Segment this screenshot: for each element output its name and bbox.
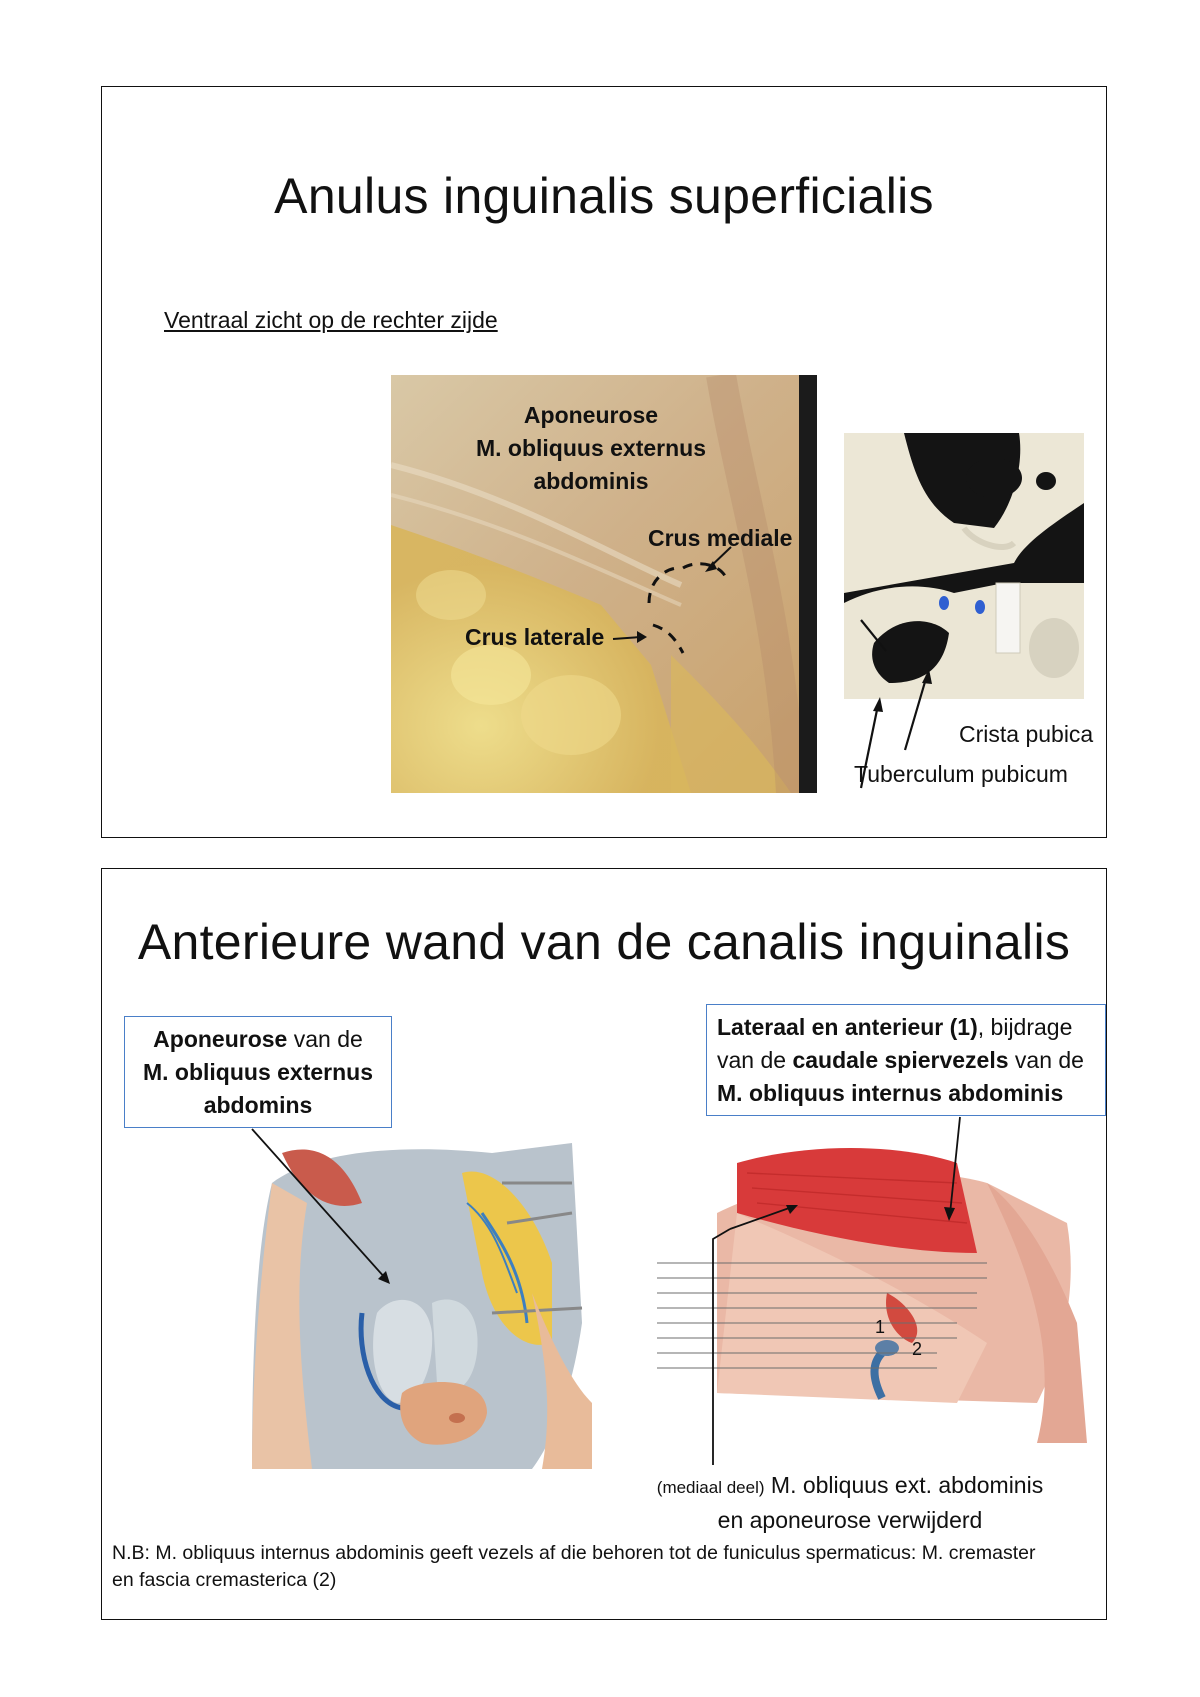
- aponeurose-label-line2: M. obliquus externus: [475, 435, 707, 461]
- figure-number-1: 1: [875, 1317, 886, 1337]
- internus-callout-post2: van de: [1008, 1047, 1084, 1073]
- aponeurose-callout-bold: Aponeurose: [153, 1026, 288, 1052]
- nb-note: [112, 1540, 1035, 1594]
- aponeurose-callout-rest: van de: [287, 1026, 363, 1052]
- internus-callout-rest1: , bijdrage: [977, 1014, 1073, 1040]
- slide-anulus-inguinalis: [101, 86, 1107, 838]
- slide-anterieure-wand: [101, 868, 1107, 1620]
- nb-note-line1: N.B: M. obliquus internus abdominis geeft vezels af die behoren tot de funiculus spermaticus: M. cremaster: [112, 1542, 1036, 1564]
- aponeurose-label: [391, 399, 791, 498]
- internus-callout-pre2: van de: [717, 1047, 793, 1073]
- nb-note-line2: en fascia cremasterica (2): [112, 1569, 337, 1591]
- aponeurose-callout-line3: abdomins: [203, 1092, 313, 1118]
- figure-caption-main: M. obliquus ext. abdominis: [764, 1472, 1044, 1498]
- figure-caption: [630, 1469, 1070, 1537]
- figure-number-2: 2: [912, 1339, 923, 1359]
- aponeurose-label-line3: abdominis: [533, 468, 649, 494]
- slide1-subtitle: Ventraal zicht op de rechter zijde: [164, 307, 498, 333]
- crista-pubica-label: Crista pubica: [959, 721, 1094, 747]
- figure-caption-line1: [630, 1469, 1070, 1504]
- crus-mediale-label: Crus mediale: [648, 525, 793, 551]
- dissection-photo: [391, 375, 817, 793]
- internus-callout-line3: M. obliquus internus abdominis: [717, 1080, 1064, 1106]
- figure-caption-small: (mediaal deel): [656, 1478, 765, 1497]
- slide1-title: Anulus inguinalis superficialis: [274, 168, 934, 224]
- aponeurose-callout-line2: M. obliquus externus: [142, 1059, 374, 1085]
- figure-caption-line2: en aponeurose verwijderd: [717, 1507, 983, 1533]
- aponeurose-label-line1: Aponeurose: [523, 402, 659, 428]
- internus-callout-bold1: Lateraal en anterieur (1): [717, 1014, 978, 1040]
- slide2-title: Anterieure wand van de canalis inguinalis: [137, 914, 1071, 970]
- crus-laterale-label: Crus laterale: [465, 624, 605, 650]
- tuberculum-pubicum-label: Tuberculum pubicum: [854, 761, 1068, 787]
- internus-callout-bold2: caudale spiervezels: [792, 1047, 1009, 1073]
